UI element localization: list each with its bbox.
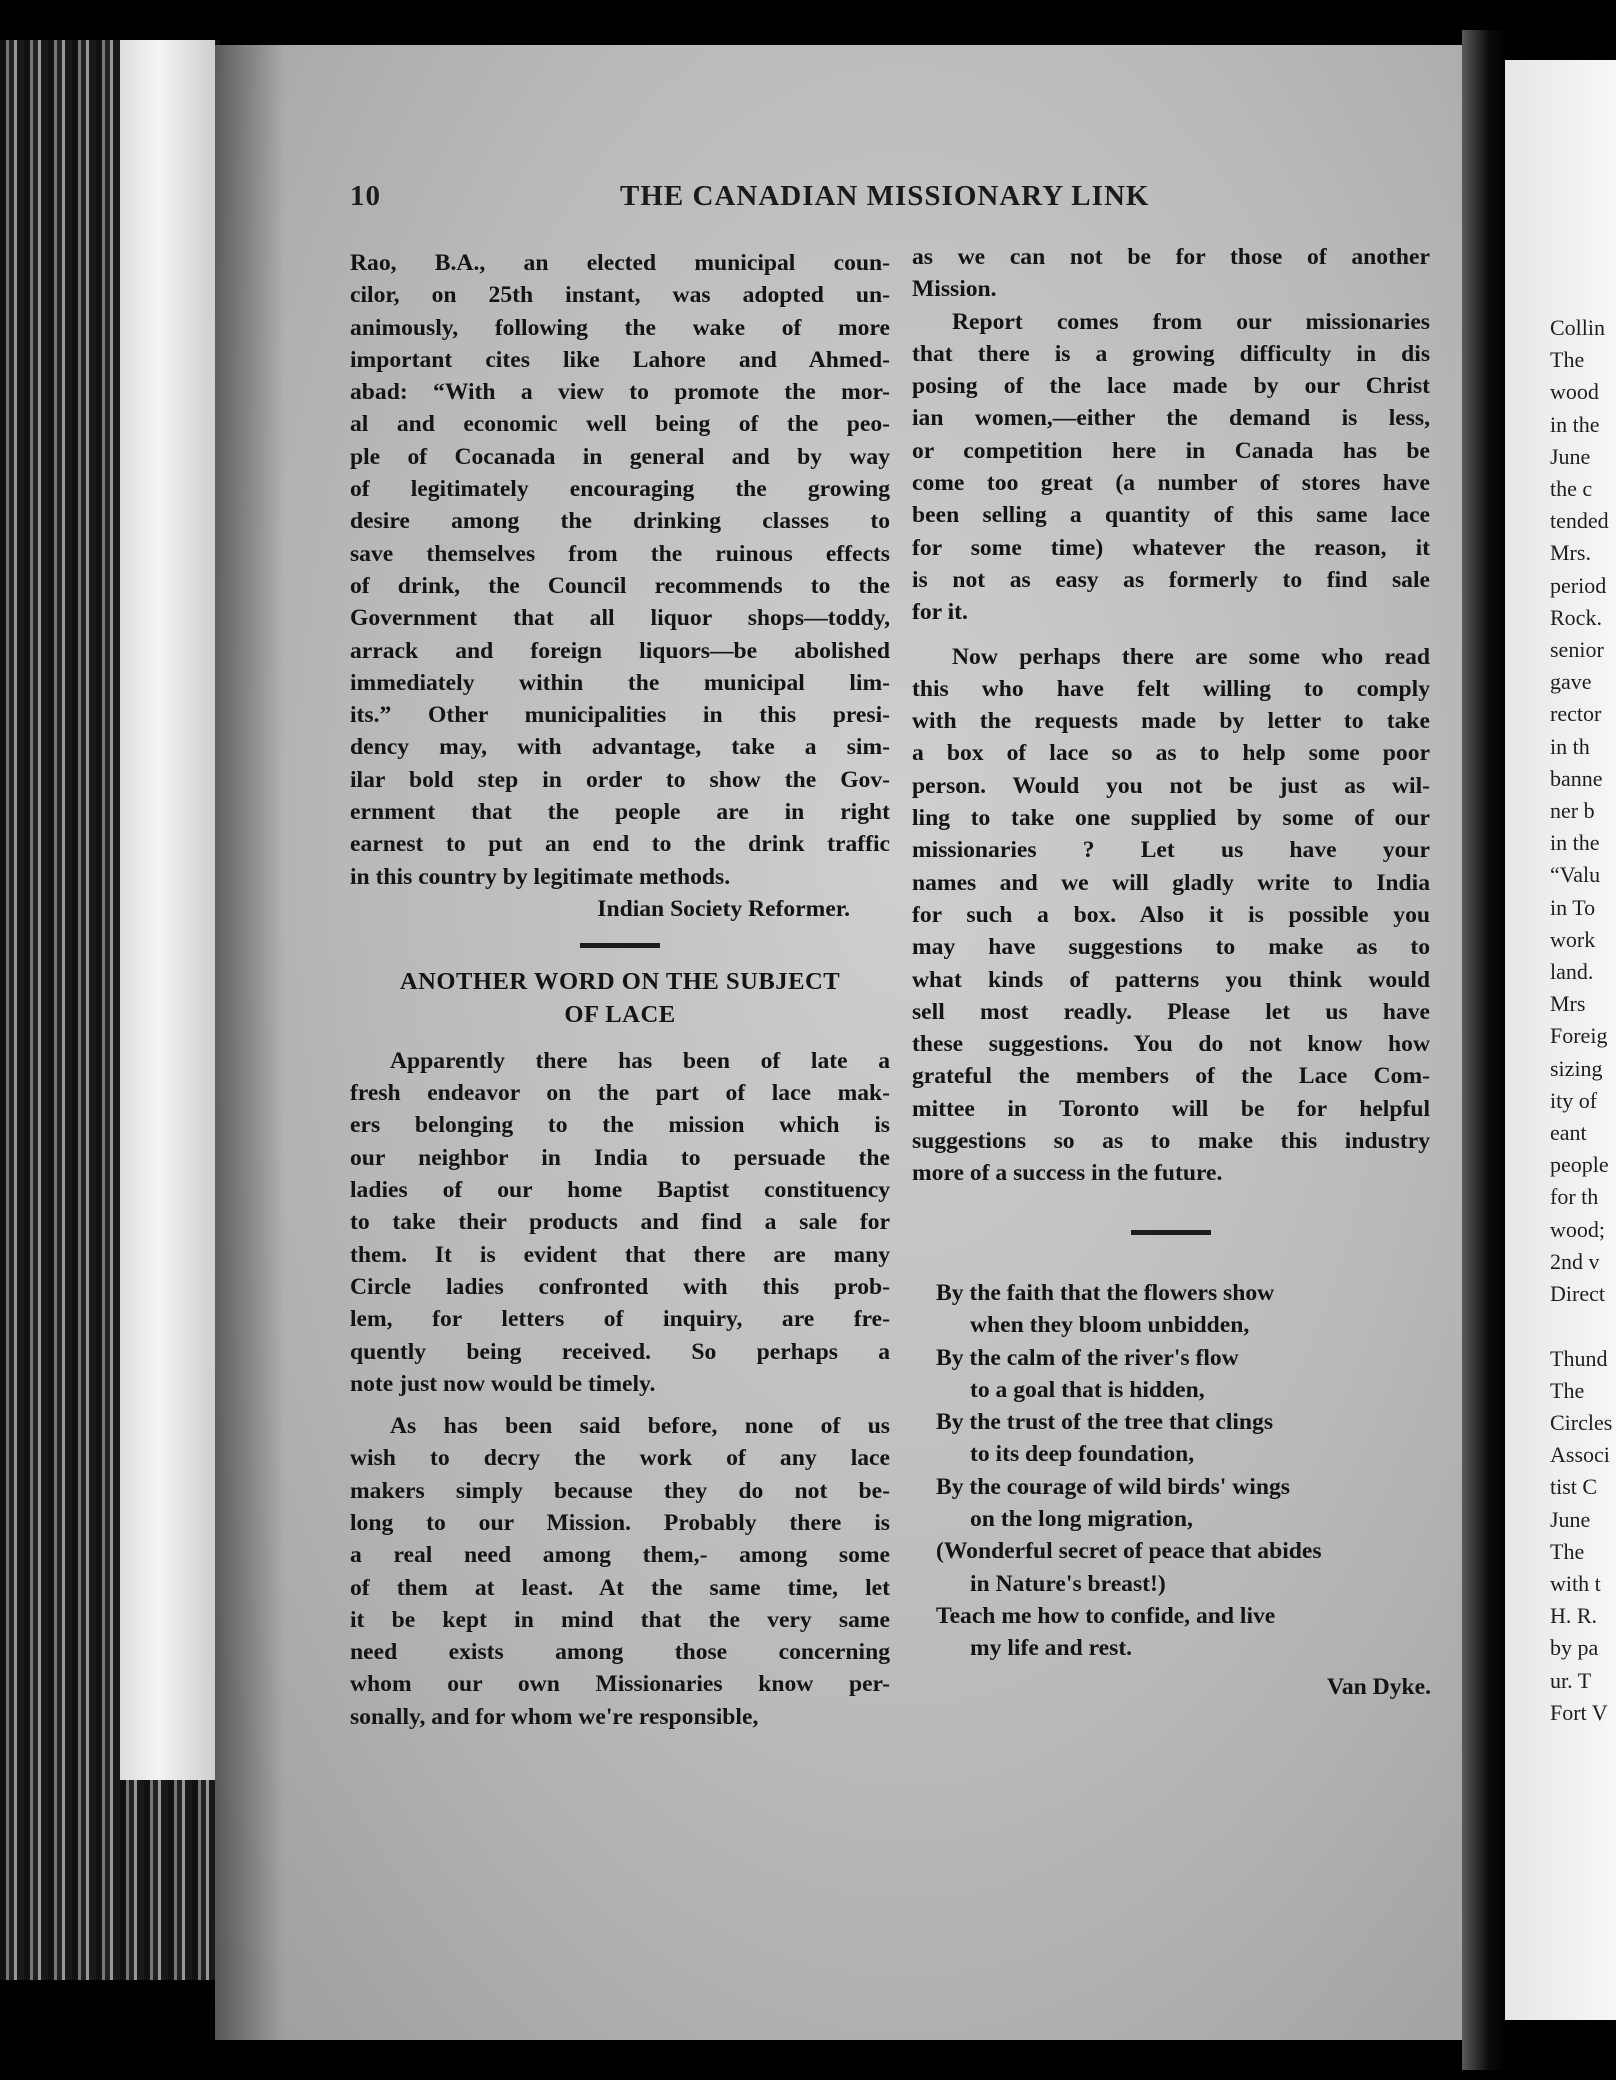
- text-line: lem, for letters of inquiry, are fre-: [350, 1306, 890, 1333]
- text-line: long to our Mission. Probably there is: [350, 1509, 890, 1536]
- poem-line: on the long migration,: [970, 1506, 1193, 1533]
- poem-lines: [936, 1277, 1461, 1665]
- facing-page-line: Mrs: [1550, 991, 1586, 1017]
- facing-page-line: June: [1550, 1506, 1591, 1532]
- text-line: al and economic well being of the peo-: [350, 411, 890, 438]
- facing-page-line: Fort V: [1550, 1699, 1608, 1725]
- text-line: mittee in Toronto will be for helpful: [912, 1095, 1430, 1122]
- poem-line: By the courage of wild birds' wings: [936, 1473, 1290, 1500]
- facing-page-line: senior: [1550, 637, 1604, 663]
- paragraph-continuation: [912, 241, 1430, 306]
- text-line: Rao, B.A., an elected municipal coun-: [350, 250, 890, 276]
- poem-line: By the calm of the river's flow: [936, 1344, 1239, 1371]
- text-line: makers simply because they do not be-: [350, 1477, 890, 1504]
- section-divider: [580, 943, 660, 948]
- text-line: need exists among those concerning: [350, 1639, 890, 1666]
- book-gutter: [1462, 30, 1507, 2070]
- text-line: with the requests made by letter to take: [912, 708, 1430, 735]
- paragraph-4: [912, 641, 1430, 1190]
- facing-page-line: for th: [1550, 1184, 1599, 1210]
- facing-page-line: H. R.: [1550, 1603, 1598, 1629]
- facing-page-line: period: [1550, 572, 1607, 598]
- text-line: fresh endeavor on the part of lace mak-: [350, 1080, 890, 1107]
- text-line: it be kept in mind that the very same: [350, 1606, 890, 1633]
- text-line: cilor, on 25th instant, was adopted un-: [350, 282, 890, 309]
- running-header: [350, 180, 1180, 220]
- text-line: Mission.: [912, 276, 997, 303]
- page-shadow: [215, 45, 285, 2040]
- text-line: our neighbor in India to persuade the: [350, 1144, 890, 1171]
- facing-page-line: wood;: [1550, 1216, 1605, 1242]
- text-line: names and we will gladly write to India: [912, 869, 1430, 896]
- facing-page-line: with t: [1550, 1570, 1601, 1596]
- text-line: ladies of our home Baptist constituency: [350, 1177, 890, 1204]
- text-line: Circle ladies confronted with this prob-: [350, 1273, 890, 1300]
- paragraph-3: [912, 306, 1430, 629]
- facing-page-line: Rock.: [1550, 604, 1602, 630]
- text-line: animously, following the wake of more: [350, 314, 890, 341]
- text-line: is not as easy as formerly to find sale: [912, 566, 1430, 593]
- text-line: missionaries ? Let us have your: [912, 837, 1430, 864]
- facing-page-line: ity of: [1550, 1087, 1598, 1113]
- poem-author: Van Dyke.: [1326, 1673, 1431, 1700]
- poem-line: in Nature's breast!): [970, 1570, 1166, 1597]
- facing-page-line: in the: [1550, 411, 1600, 437]
- facing-page-line: The: [1550, 347, 1585, 373]
- facing-page-line: Direct: [1550, 1281, 1605, 1307]
- facing-page-line: rector: [1550, 701, 1602, 727]
- text-line: ernment that the people are in right: [350, 799, 890, 826]
- journal-title: THE CANADIAN MISSIONARY LINK: [620, 180, 1150, 212]
- paragraph-2: [350, 1410, 890, 1733]
- facing-page-line: The: [1550, 1538, 1585, 1564]
- text-line: abad: “With a view to promote the mor-: [350, 379, 890, 406]
- text-line: of them at least. At the same time, let: [350, 1574, 890, 1601]
- facing-page-line: eant: [1550, 1120, 1587, 1146]
- poem-line: to its deep foundation,: [970, 1441, 1195, 1468]
- text-line: more of a success in the future.: [912, 1160, 1223, 1187]
- text-line: for some time) whatever the reason, it: [912, 534, 1430, 561]
- text-line: posing of the lace made by our Christ: [912, 373, 1430, 400]
- facing-page-line: people: [1550, 1152, 1609, 1178]
- paragraph-1: [350, 1045, 890, 1400]
- article-continuation: [350, 247, 890, 893]
- poem-line: my life and rest.: [970, 1635, 1133, 1662]
- text-line: desire among the drinking classes to: [350, 508, 890, 535]
- text-line: As has been said before, none of us: [390, 1413, 890, 1440]
- facing-page-line: in To: [1550, 894, 1596, 920]
- facing-page-line: tended: [1550, 508, 1609, 534]
- poem-line: Teach me how to confide, and live: [936, 1602, 1276, 1629]
- text-line: wish to decry the work of any lace: [350, 1445, 890, 1472]
- text-line: whom our own Missionaries know per-: [350, 1671, 890, 1698]
- text-line: dency may, with advantage, take a sim-: [350, 734, 890, 761]
- facing-page-line: the c: [1550, 476, 1593, 502]
- facing-page-line: banne: [1550, 765, 1603, 791]
- facing-page-line: gave: [1550, 669, 1592, 695]
- poem-line: to a goal that is hidden,: [970, 1376, 1205, 1403]
- facing-page-line: Mrs.: [1550, 540, 1591, 566]
- text-line: ple of Cocanada in general and by way: [350, 443, 890, 470]
- facing-page-line: Foreig: [1550, 1023, 1608, 1049]
- text-line: what kinds of patterns you think would: [912, 966, 1430, 993]
- text-line: ling to take one supplied by some of our: [912, 805, 1430, 832]
- right-column: [912, 241, 1430, 1253]
- text-line: that there is a growing difficulty in dis: [912, 340, 1430, 367]
- facing-page-line: 2nd v: [1550, 1248, 1600, 1274]
- section-divider-2: [1131, 1230, 1211, 1235]
- text-line: may have suggestions to make as to: [912, 934, 1430, 961]
- text-line: suggestions so as to make this industry: [912, 1128, 1430, 1155]
- facing-page-line: in th: [1550, 733, 1590, 759]
- text-line: as we can not be for those of another: [912, 244, 1430, 270]
- facing-page-line: “Valu: [1550, 862, 1601, 888]
- facing-page-line: in the: [1550, 830, 1600, 856]
- facing-page-line: tist C: [1550, 1474, 1598, 1500]
- text-line: in this country by legitimate methods.: [350, 863, 731, 890]
- left-column: [350, 247, 890, 1733]
- poem-line: By the trust of the tree that clings: [936, 1409, 1274, 1436]
- text-line: Now perhaps there are some who read: [952, 643, 1430, 670]
- facing-page-line: Circles: [1550, 1409, 1613, 1435]
- page-number: 10: [350, 180, 381, 212]
- text-line: earnest to put an end to the drink traffic: [350, 831, 890, 858]
- text-line: Government that all liquor shops—toddy,: [350, 605, 890, 632]
- text-line: this who have felt willing to comply: [912, 675, 1430, 702]
- facing-page-line: Collin: [1550, 315, 1606, 340]
- text-line: sonally, and for whom we're responsible,: [350, 1703, 759, 1730]
- text-line: of legitimately encouraging the growing: [350, 476, 890, 503]
- facing-page-line: Thund: [1550, 1345, 1608, 1371]
- poem: [936, 1277, 1461, 1703]
- text-line: these suggestions. You do not know how: [912, 1031, 1430, 1058]
- text-line: ers belonging to the mission which is: [350, 1112, 890, 1139]
- text-line: of drink, the Council recommends to the: [350, 572, 890, 599]
- poem-line: (Wonderful secret of peace that abides: [936, 1538, 1322, 1565]
- facing-page-line: ur. T: [1550, 1667, 1592, 1693]
- text-line: or competition here in Canada has be: [912, 437, 1430, 464]
- text-line: note just now would be timely.: [350, 1370, 656, 1397]
- book-page-edge-white: [120, 40, 215, 1780]
- text-line: for such a box. Also it is possible you: [912, 901, 1430, 928]
- facing-page-line: Associ: [1550, 1442, 1610, 1468]
- text-line: important cites like Lahore and Ahmed-: [350, 346, 890, 373]
- facing-page-line: wood: [1550, 379, 1599, 405]
- text-line: arrack and foreign liquors—be abolished: [350, 637, 890, 664]
- facing-page-line: by pa: [1550, 1635, 1599, 1661]
- text-line: Report comes from our missionaries: [952, 308, 1430, 335]
- article-heading-line1: ANOTHER WORD ON THE SUBJECT: [399, 968, 841, 996]
- text-line: its.” Other municipalities in this presi-: [350, 702, 890, 729]
- text-line: save themselves from the ruinous effects: [350, 540, 890, 567]
- text-line: a box of lace so as to help some poor: [912, 740, 1430, 767]
- text-line: come too great (a number of stores have: [912, 470, 1430, 497]
- text-line: to take their products and find a sale for: [350, 1209, 890, 1236]
- poem-line: By the faith that the flowers show: [936, 1280, 1275, 1306]
- facing-page-text: [1550, 312, 1616, 1729]
- article-heading-line2: OF LACE: [564, 1000, 676, 1028]
- text-line: ilar bold step in order to show the Gov-: [350, 766, 890, 793]
- text-line: sell most readly. Please let us have: [912, 998, 1430, 1025]
- facing-page-line: work: [1550, 926, 1596, 952]
- facing-page-line: land.: [1550, 959, 1594, 985]
- article-source: Indian Society Reformer.: [597, 895, 850, 922]
- text-line: Apparently there has been of late a: [390, 1047, 890, 1074]
- text-line: ian women,—either the demand is less,: [912, 405, 1430, 432]
- facing-page-line: [1550, 1310, 1616, 1342]
- text-line: immediately within the municipal lim-: [350, 669, 890, 696]
- facing-page-line: sizing: [1550, 1055, 1603, 1081]
- facing-page-line: ner b: [1550, 798, 1595, 824]
- text-line: them. It is evident that there are many: [350, 1241, 890, 1268]
- text-line: quently being received. So perhaps a: [350, 1338, 890, 1365]
- text-line: been selling a quantity of this same lace: [912, 502, 1430, 529]
- text-line: a real need among them,- among some: [350, 1542, 890, 1569]
- facing-page-line: The: [1550, 1377, 1585, 1403]
- text-line: person. Would you not be just as wil-: [912, 772, 1430, 799]
- facing-page-line: June: [1550, 443, 1591, 469]
- text-line: for it.: [912, 599, 968, 626]
- text-line: grateful the members of the Lace Com-: [912, 1063, 1430, 1090]
- poem-line: when they bloom unbidden,: [970, 1312, 1250, 1339]
